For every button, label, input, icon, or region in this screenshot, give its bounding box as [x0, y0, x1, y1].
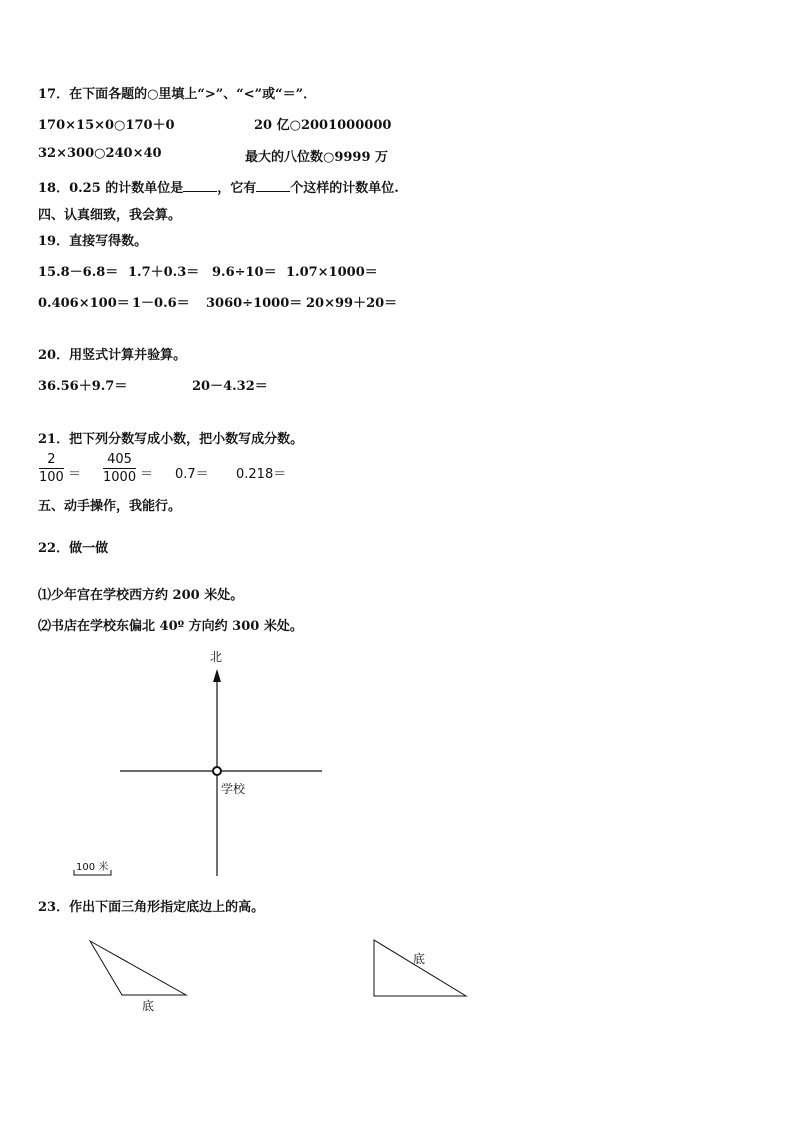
q22-item-1: ⑴少年宫在学校西方约 200 米处。	[38, 588, 244, 603]
q18-text-1: 18．0.25 的计数单位是	[38, 181, 184, 196]
q19-r1-c1: 15.8－6.8＝	[38, 265, 119, 280]
q21-fraction-2-denominator: 1000	[103, 470, 137, 485]
q19-r1-c4: 1.07×1000＝	[286, 265, 378, 280]
triangle-2[interactable]	[374, 940, 466, 996]
q21-heading: 21．把下列分数写成小数，把小数写成分数。	[38, 432, 304, 447]
q19-r1-c3: 9.6÷10＝	[212, 265, 277, 280]
q23-heading: 23．作出下面三角形指定底边上的高。	[38, 900, 265, 915]
section-4-heading: 四、认真细致，我会算。	[38, 208, 182, 223]
q22-item-2: ⑵书店在学校东偏北 40º 方向约 300 米处。	[38, 619, 303, 634]
q20-heading: 20．用竖式计算并验算。	[38, 348, 187, 363]
q18-text-2: ，它有	[217, 181, 257, 196]
north-label: 北	[210, 650, 223, 664]
section-5-heading: 五、动手操作，我能行。	[38, 499, 182, 514]
q19-r2-c2: 1－0.6＝	[132, 296, 190, 311]
q21-decimal-1: 0.7＝	[175, 467, 209, 482]
q22-heading: 22．做一做	[38, 541, 109, 556]
q21-fraction-1-numerator: 2	[39, 452, 64, 469]
triangle-1[interactable]	[90, 941, 186, 995]
q17-item-2: 20 亿○2001000000	[254, 118, 392, 133]
q17-item-4: 最大的八位数○9999 万	[245, 150, 389, 165]
q21-fraction-1-equals: ＝	[68, 467, 82, 482]
q20-item-1: 36.56＋9.7＝	[38, 379, 128, 394]
q21-decimal-2: 0.218＝	[236, 467, 287, 482]
north-arrow-icon	[213, 669, 221, 682]
q19-heading: 19．直接写得数。	[38, 234, 148, 249]
triangle-1-base-label: 底	[142, 999, 155, 1013]
q19-r1-c2: 1.7＋0.3＝	[128, 265, 200, 280]
q19-r2-c4: 20×99＋20＝	[306, 296, 398, 311]
school-point[interactable]	[213, 767, 221, 775]
q18-text-3: 个这样的计数单位.	[290, 181, 399, 196]
school-label: 学校	[221, 782, 246, 796]
triangle-2-base-label: 底	[413, 952, 426, 966]
q17-item-1: 170×15×0○170＋0	[38, 118, 175, 133]
q17-heading: 17．在下面各题的○里填上“>”、“<”或“＝”．	[38, 87, 317, 102]
q17-item-3: 32×300○240×40	[38, 146, 162, 161]
q19-r2-c1: 0.406×100＝	[38, 296, 130, 311]
scale-label: 100 米	[76, 862, 109, 873]
q21-fraction-2-equals: ＝	[140, 467, 154, 482]
q21-fraction-2-numerator: 405	[103, 452, 136, 469]
q21-fraction-1-denominator: 100	[39, 470, 64, 485]
q20-item-2: 20－4.32＝	[192, 379, 268, 394]
q19-r2-c3: 3060÷1000＝	[206, 296, 303, 311]
